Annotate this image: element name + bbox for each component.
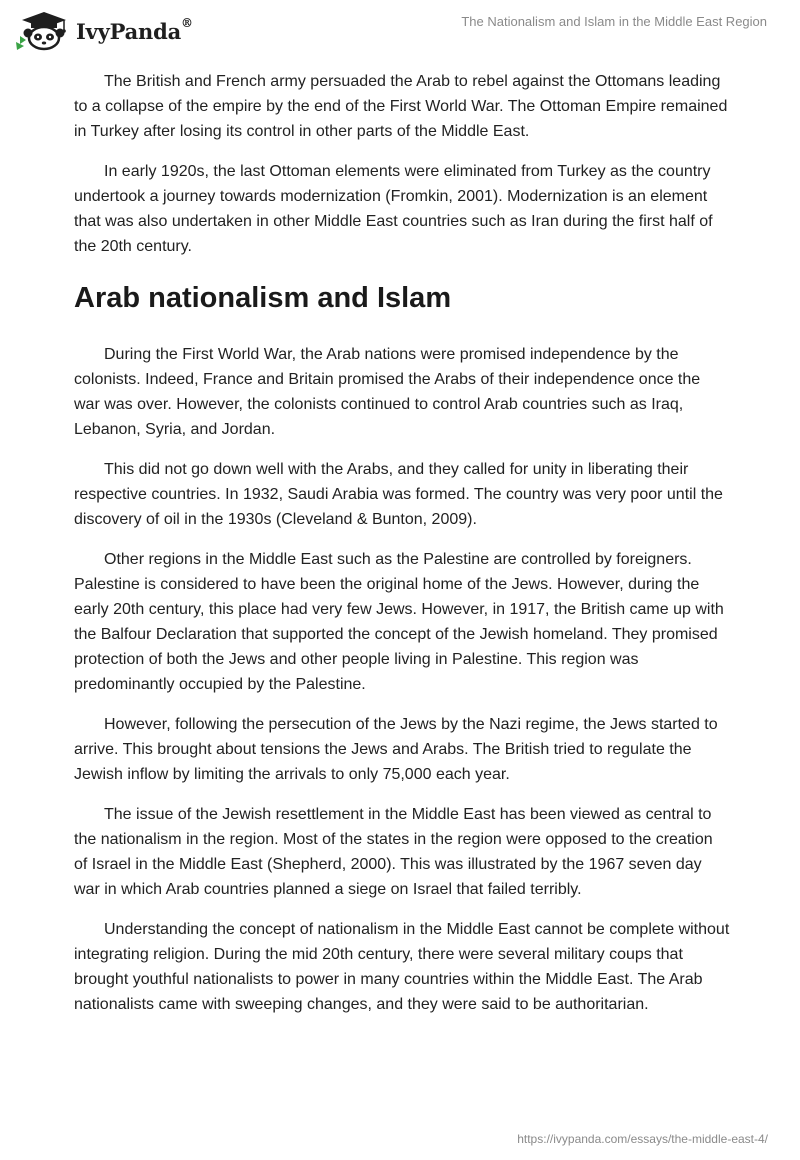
document-title: The Nationalism and Islam in the Middle East Region — [461, 14, 767, 29]
brand-logo[interactable] — [14, 10, 193, 52]
paragraph: However, following the persecution of the Jews by the Nazi regime, the Jews started to arrive. This brought about tensions the Jews and Arabs. The British tried to regulate the Jewish inflow by limiting the arrivals to only 75,000 each year. — [74, 716, 718, 783]
source-url[interactable]: https://ivypanda.com/essays/the-middle-east-4/ — [517, 1132, 768, 1146]
paragraph: This did not go down well with the Arabs, and they called for unity in liberating their respective countries. In 1932, Saudi Arabia was formed. The country was very poor until the discovery of oil in the 1930s (Cleveland & Bunton, 2009). — [74, 461, 723, 528]
paragraph: The issue of the Jewish resettlement in the Middle East has been viewed as central to the nationalism in the region. Most of the states in the region were opposed to the creation of Israel in the Middle East (Shepherd, 2000). This was illustrated by the 1967 seven day war in which Arab countries planned a siege on Israel that failed terribly. — [74, 806, 713, 898]
panda-logo-icon — [14, 10, 70, 52]
paragraph: Understanding the concept of nationalism in the Middle East cannot be complete without integrating religion. During the mid 20th century, there were several military coups that brought youthful nationalists to power in many countries within the Middle East. The Arab nationalists came with sweeping changes, and they were said to be authoritarian. — [74, 921, 730, 1013]
brand-name: IvyPanda® — [76, 15, 193, 44]
paragraph: The British and French army persuaded the Arab to rebel against the Ottomans leading to a collapse of the empire by the end of the First World War. The Ottoman Empire remained in Turkey after losing its control in other parts of the Middle East. — [74, 73, 728, 140]
essay-body — [74, 69, 730, 1032]
paragraph: During the First World War, the Arab nations were promised independence by the colonists. Indeed, France and Britain promised the Arabs of their independence once the war was over. However, the colonists continued to control Arab countries such as Iraq, Lebanon, Syria, and Jordan. — [74, 346, 701, 438]
section-heading: Arab nationalism and Islam — [74, 282, 452, 314]
paragraph: In early 1920s, the last Ottoman elements were eliminated from Turkey as the country undertook a journey towards modernization (Fromkin, 2001). Modernization is an element that was also undertaken in other Middle East countries such as Iran during the first half of the 20th century. — [74, 163, 713, 255]
paragraph: Other regions in the Middle East such as the Palestine are controlled by foreigners. Palestine is considered to have been the original home of the Jews. However, during the early 20th century, this place had very few Jews. However, in 1917, the British came up with the Balfour Declaration that supported the concept of the Jewish homeland. They promised protection of both the Jews and other people living in Palestine. This region was predominantly occupied by the Palestine. — [74, 551, 724, 693]
page-header — [0, 0, 800, 60]
